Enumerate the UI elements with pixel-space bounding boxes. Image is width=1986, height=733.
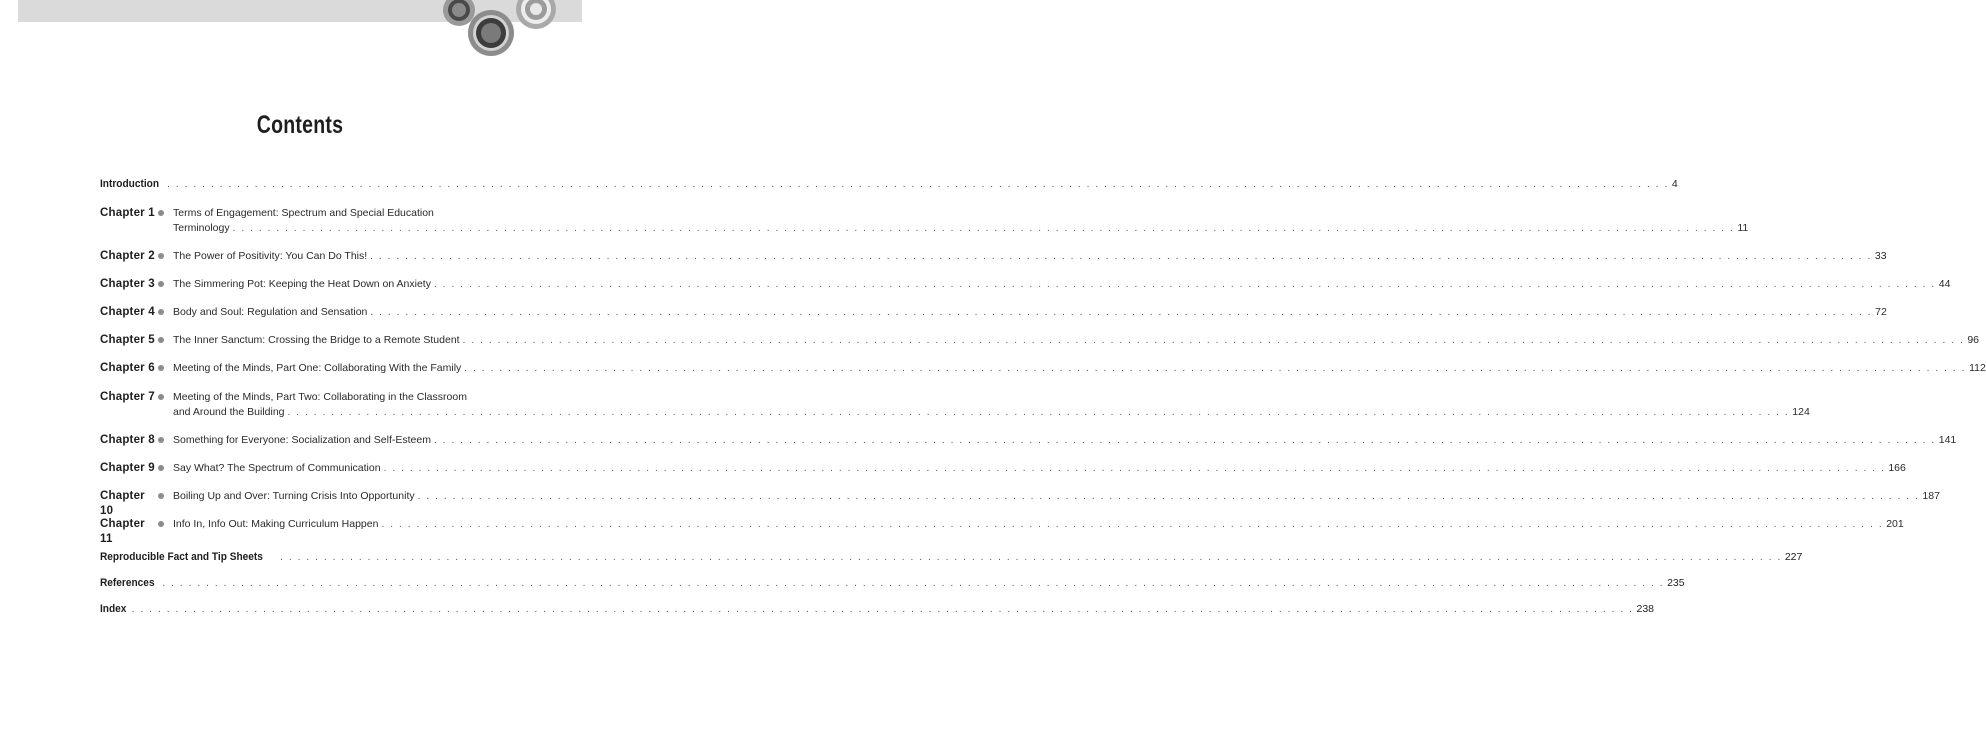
leader-dots — [384, 461, 1886, 476]
bullet-icon — [158, 281, 164, 287]
leader-dots — [132, 602, 1634, 617]
chapter-label: Chapter 4 — [100, 306, 155, 318]
toc-entry-chapter-11[interactable] — [100, 517, 1904, 547]
toc-page-number: 235 — [1667, 577, 1685, 589]
chapter-title-line: Boiling Up and Over: Turning Crisis Into Opportunity — [173, 490, 415, 502]
toc-entry-chapter-4[interactable] — [100, 305, 1887, 320]
chapter-label: Chapter 11 — [100, 518, 145, 545]
leader-dots — [434, 433, 1936, 448]
page-title: Contents — [256, 111, 344, 139]
leader-dots — [463, 333, 1965, 348]
toc-entry-chapter-3[interactable] — [100, 277, 1951, 292]
leader-dots — [370, 305, 1872, 320]
chapter-title-line: Meeting of the Minds, Part Two: Collaborating in the Classroom — [173, 391, 467, 403]
chapter-title-line: Body and Soul: Regulation and Sensation — [173, 306, 368, 318]
toc-page-number: 141 — [1938, 434, 1957, 446]
toc-entry-chapter-10[interactable] — [100, 489, 1940, 519]
bullet-icon — [158, 253, 164, 259]
toc-entry-chapter-7[interactable] — [100, 390, 1810, 420]
bullet-icon — [158, 309, 164, 315]
toc-page-number: 44 — [1938, 278, 1951, 290]
chapter-label: Chapter 5 — [100, 334, 155, 346]
chapter-label: Chapter 3 — [100, 278, 155, 290]
toc-entry-chapter-6[interactable] — [100, 361, 1986, 376]
toc-page-number: 11 — [1737, 222, 1749, 234]
leader-dots — [381, 517, 1883, 532]
toc-page-number: 96 — [1967, 334, 1980, 346]
toc-entry-introduction[interactable] — [100, 177, 1678, 192]
chapter-label: Chapter 9 — [100, 462, 155, 474]
toc-page-number: 187 — [1922, 490, 1940, 502]
toc-page-number: 227 — [1784, 551, 1803, 563]
bullet-icon — [158, 210, 164, 216]
chapter-label: Chapter 6 — [100, 362, 155, 374]
leader-dots — [464, 361, 1966, 376]
chapter-title-line: Say What? The Spectrum of Communication — [173, 462, 381, 474]
chapter-title-line: Something for Everyone: Socialization and Self-Esteem — [173, 434, 431, 446]
toc-entry-chapter-2[interactable] — [100, 249, 1887, 264]
chapter-label: Chapter 8 — [100, 434, 155, 446]
chapter-title-line: The Power of Positivity: You Can Do This! — [173, 250, 368, 262]
chapter-title-line: The Simmering Pot: Keeping the Heat Down on Anxiety — [173, 278, 431, 290]
chapter-label: Chapter 10 — [100, 490, 145, 517]
leader-dots — [418, 489, 1920, 504]
toc-entry-label: References — [100, 577, 155, 589]
leader-dots — [434, 277, 1936, 292]
toc-page-number: 124 — [1792, 406, 1810, 418]
toc-entry-label: Reproducible Fact and Tip Sheets — [100, 551, 263, 563]
bullet-icon — [158, 437, 164, 443]
toc-entry-chapter-8[interactable] — [100, 433, 1957, 448]
toc-page-number: 112 — [1969, 362, 1986, 374]
chapter-title-line: and Around the Building — [173, 406, 285, 418]
toc-entry-fact-tip-sheets[interactable] — [100, 550, 1803, 565]
chapter-title-line: Terminology — [173, 222, 230, 234]
toc-entry-label: Index — [100, 603, 127, 615]
toc-entry-label: Introduction — [100, 178, 160, 190]
chapter-title-line: The Inner Sanctum: Crossing the Bridge to a Remote Student — [173, 334, 460, 346]
toc-page-number: 166 — [1888, 462, 1906, 474]
chapter-title-line: Info In, Info Out: Making Curriculum Happen — [173, 518, 379, 530]
bullet-icon — [158, 521, 164, 527]
toc-page-number: 72 — [1875, 306, 1887, 318]
toc-page-number: 4 — [1671, 178, 1678, 190]
toc-page-number: 33 — [1874, 250, 1887, 262]
leader-dots — [288, 405, 1790, 420]
toc-entry-chapter-1[interactable] — [100, 206, 1749, 236]
bullet-icon — [158, 365, 164, 371]
bullet-icon — [158, 465, 164, 471]
leader-dots — [280, 550, 1782, 565]
leader-dots — [162, 576, 1664, 591]
leader-dots — [167, 177, 1669, 192]
bullet-icon — [158, 493, 164, 499]
chapter-title-line: Terms of Engagement: Spectrum and Special Education — [173, 207, 434, 219]
bullet-icon — [158, 337, 164, 343]
toc-page-number: 201 — [1886, 518, 1904, 530]
toc-page-number: 238 — [1636, 603, 1655, 615]
chapter-label: Chapter 1 — [100, 207, 155, 219]
bullet-icon — [158, 394, 164, 400]
toc-entry-chapter-5[interactable] — [100, 333, 1980, 348]
chapter-label: Chapter 7 — [100, 391, 155, 403]
toc-entry-index[interactable] — [100, 602, 1655, 617]
leader-dots — [233, 221, 1735, 236]
toc-entry-references[interactable] — [100, 576, 1685, 591]
leader-dots — [370, 249, 1872, 264]
chapter-label: Chapter 2 — [100, 250, 155, 262]
toc-entry-chapter-9[interactable] — [100, 461, 1906, 476]
chapter-title-line: Meeting of the Minds, Part One: Collaborating With the Family — [173, 362, 462, 374]
